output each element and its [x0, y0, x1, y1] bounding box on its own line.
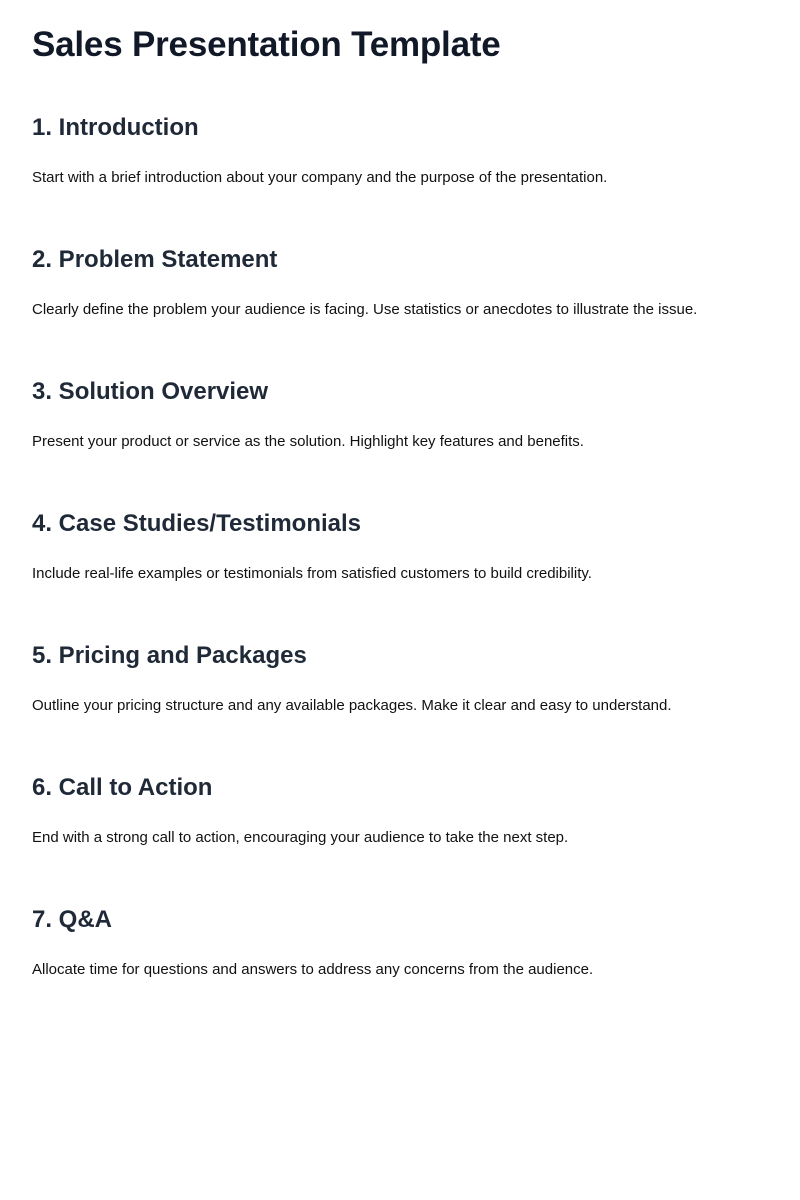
section-heading: 6. Call to Action [32, 774, 213, 801]
section-body: Clearly define the problem your audience is facing. Use statistics or anecdotes to illustrate the issue. [32, 301, 698, 318]
section-heading: 5. Pricing and Packages [32, 642, 307, 669]
section-body: Include real-life examples or testimonials from satisfied customers to build credibility. [32, 565, 592, 582]
section-heading: 3. Solution Overview [32, 378, 269, 405]
section-body: Allocate time for questions and answers to address any concerns from the audience. [32, 961, 594, 978]
section-heading: 1. Introduction [32, 114, 199, 141]
section-heading: 4. Case Studies/Testimonials [32, 510, 362, 537]
section-body: Start with a brief introduction about your company and the purpose of the presentation. [32, 169, 608, 186]
section-heading: 7. Q&A [32, 906, 113, 933]
section-body: Present your product or service as the solution. Highlight key features and benefits. [32, 433, 584, 450]
section-body: Outline your pricing structure and any available packages. Make it clear and easy to understand. [32, 697, 672, 714]
section-body: End with a strong call to action, encouraging your audience to take the next step. [32, 829, 569, 846]
section-heading: 2. Problem Statement [32, 246, 278, 273]
page-title: Sales Presentation Template [32, 25, 501, 64]
